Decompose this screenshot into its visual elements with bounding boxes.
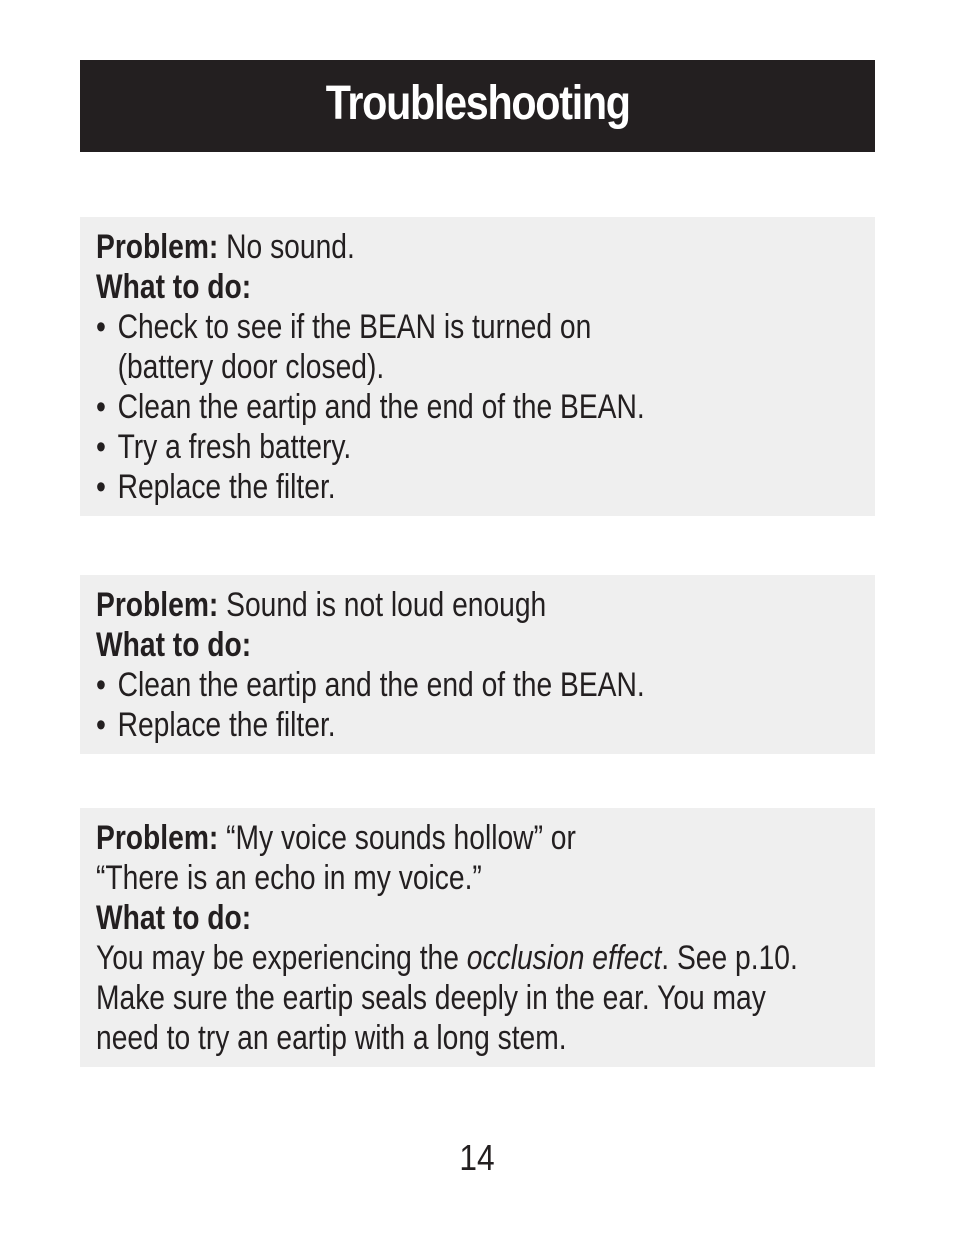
problem-panel-hollow-voice [80,808,875,1067]
body-text-line [96,938,860,978]
list-item [96,467,860,507]
list-item [96,427,860,467]
list-item-text: Replace the filter. [117,468,336,506]
list-item [96,705,860,745]
what-to-do-label: What to do: [96,268,252,306]
problem-label: Problem: [96,228,219,266]
page-number: 14 [459,1137,495,1178]
bullet-icon: • [96,706,106,744]
problem-line [96,585,860,625]
list-item-text: Check to see if the BEAN is turned on [117,308,592,346]
problem-text-continuation: “There is an echo in my voice.” [96,859,482,897]
what-to-do-label: What to do: [96,626,252,664]
problem-label: Problem: [96,819,219,857]
bullet-icon: • [96,388,106,426]
list-item-text: Try a fresh battery. [117,428,352,466]
bullet-icon: • [96,308,106,346]
bullet-icon: • [96,428,106,466]
problem-line [96,227,860,267]
list-item-text: Replace the filter. [117,706,336,744]
body-text-line: Make sure the eartip seals deeply in the ear. You may [96,979,766,1017]
list-item-text: Clean the eartip and the end of the BEAN. [117,666,645,704]
bullet-icon: • [96,666,106,704]
title-banner [80,60,875,152]
problem-text: No sound. [218,228,355,266]
list-item-continuation: (battery door closed). [117,348,385,386]
problem-line [96,818,860,858]
list-item [96,665,860,705]
what-to-do-label: What to do: [96,899,252,937]
list-item [96,387,860,427]
page-title: Troubleshooting [325,77,630,130]
problem-label: Problem: [96,586,219,624]
occlusion-effect-term: occlusion effect [466,939,662,977]
bullet-icon: • [96,468,106,506]
list-item-text: Clean the eartip and the end of the BEAN. [117,388,645,426]
problem-text: “My voice sounds hollow” or [218,819,576,857]
body-text: You may be experiencing the [96,939,467,977]
list-item [96,307,860,347]
problem-panel-no-sound [80,217,875,516]
body-text: . See p.10. [661,939,798,977]
body-text-line: need to try an eartip with a long stem. [96,1019,567,1057]
problem-panel-not-loud [80,575,875,754]
problem-text: Sound is not loud enough [218,586,547,624]
